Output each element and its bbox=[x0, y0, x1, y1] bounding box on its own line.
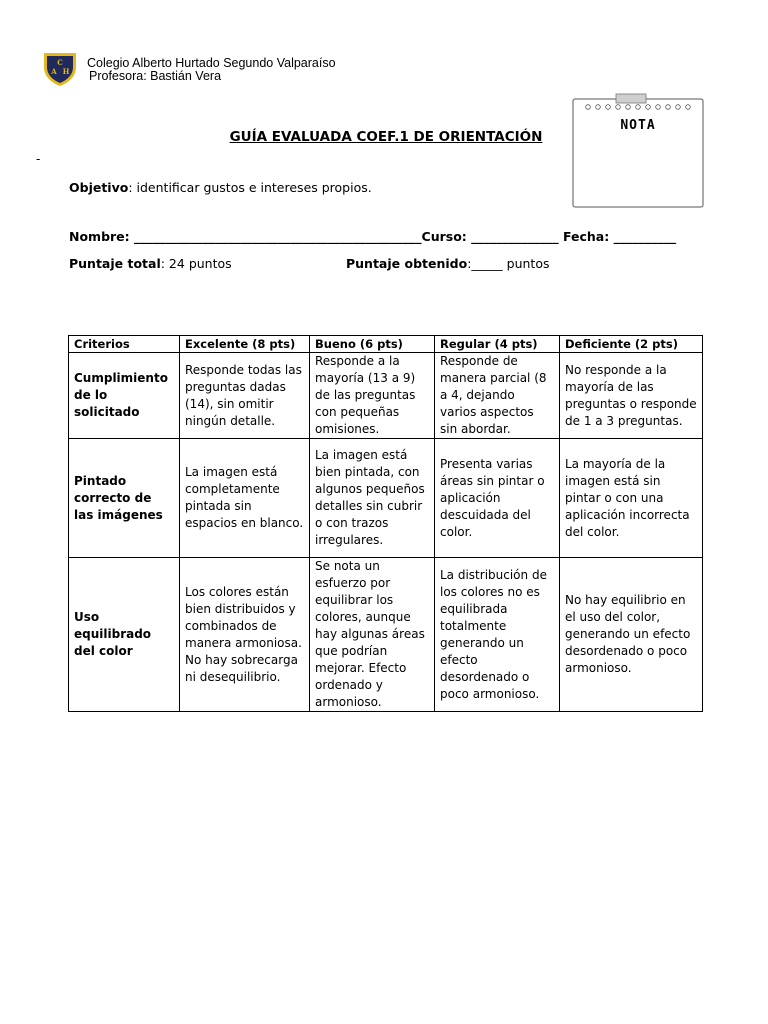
rubric-cell: Presenta varias áreas sin pintar o aplicación descuidada del color. bbox=[435, 439, 560, 558]
obtained-score-value: :_____ puntos bbox=[467, 256, 550, 271]
total-score-label: Puntaje total bbox=[69, 256, 161, 271]
score-line bbox=[69, 256, 709, 271]
header-criterios: Criterios bbox=[69, 336, 180, 353]
criterion-cell: Cumplimiento de lo solicitado bbox=[69, 353, 180, 439]
stray-dash: - bbox=[36, 152, 41, 166]
rubric-cell: Responde a la mayoría (13 a 9) de las preguntas con pequeñas omisiones. bbox=[310, 353, 435, 439]
grade-notepad-icon bbox=[572, 93, 704, 208]
page-title-text: GUÍA EVALUADA COEF.1 DE ORIENTACIÓN bbox=[229, 129, 543, 145]
rubric-cell: No hay equilibrio en el uso del color, generando un efecto desordenado o poco armonioso. bbox=[560, 558, 703, 712]
rubric-cell: No responde a la mayoría de las preguntas o responde de 1 a 3 preguntas. bbox=[560, 353, 703, 439]
criterion-cell: Pintado correcto de las imágenes bbox=[69, 439, 180, 558]
table-row bbox=[69, 353, 703, 439]
table-row bbox=[69, 558, 703, 712]
rubric-cell: Se nota un esfuerzo por equilibrar los colores, aunque hay algunas áreas que podrían mejorar. Efecto ordenado y armonioso. bbox=[310, 558, 435, 712]
rubric-cell: Los colores están bien distribuidos y combinados de manera armoniosa. No hay sobrecarga ni desequilibrio. bbox=[180, 558, 310, 712]
crest-letter-h: H bbox=[62, 67, 70, 76]
rubric-cell: Responde de manera parcial (8 a 4, dejando varios aspectos sin abordar. bbox=[435, 353, 560, 439]
rubric-table bbox=[68, 335, 703, 712]
header-excelente: Excelente (8 pts) bbox=[180, 336, 310, 353]
crest-letter-a: A bbox=[51, 67, 57, 76]
rubric-cell: La imagen está bien pintada, con algunos pequeños detalles sin cubrir o con trazos irregulares. bbox=[310, 439, 435, 558]
page-title bbox=[0, 129, 768, 145]
rubric-cell: Responde todas las preguntas dadas (14), sin omitir ningún detalle. bbox=[180, 353, 310, 439]
table-row bbox=[69, 439, 703, 558]
student-info-line: Nombre: ______________________________________________Curso: ______________ Fecha: __________ bbox=[69, 229, 677, 244]
teacher-name: Profesora: Bastián Vera bbox=[89, 69, 222, 83]
objective-line bbox=[69, 180, 372, 195]
objective-label: Objetivo bbox=[69, 180, 129, 195]
header-bueno: Bueno (6 pts) bbox=[310, 336, 435, 353]
obtained-score bbox=[346, 256, 549, 271]
rubric-cell: La mayoría de la imagen está sin pintar o con una aplicación incorrecta del color. bbox=[560, 439, 703, 558]
rubric-cell: La imagen está completamente pintada sin espacios en blanco. bbox=[180, 439, 310, 558]
school-crest-icon bbox=[41, 49, 79, 87]
total-score-value: : 24 puntos bbox=[160, 256, 232, 271]
school-name: Colegio Alberto Hurtado Segundo Valparaíso bbox=[87, 56, 336, 70]
crest-letter-c: C bbox=[57, 58, 63, 67]
criterion-cell: Uso equilibrado del color bbox=[69, 558, 180, 712]
header-deficiente: Deficiente (2 pts) bbox=[560, 336, 703, 353]
rubric-header-row bbox=[69, 336, 703, 353]
objective-text: : identificar gustos e intereses propios. bbox=[128, 180, 372, 195]
rubric-cell: La distribución de los colores no es equilibrada totalmente generando un efecto desordenado o poco armonioso. bbox=[435, 558, 560, 712]
obtained-score-label: Puntaje obtenido bbox=[346, 256, 468, 271]
header-regular: Regular (4 pts) bbox=[435, 336, 560, 353]
nota-label: NOTA bbox=[620, 118, 656, 133]
